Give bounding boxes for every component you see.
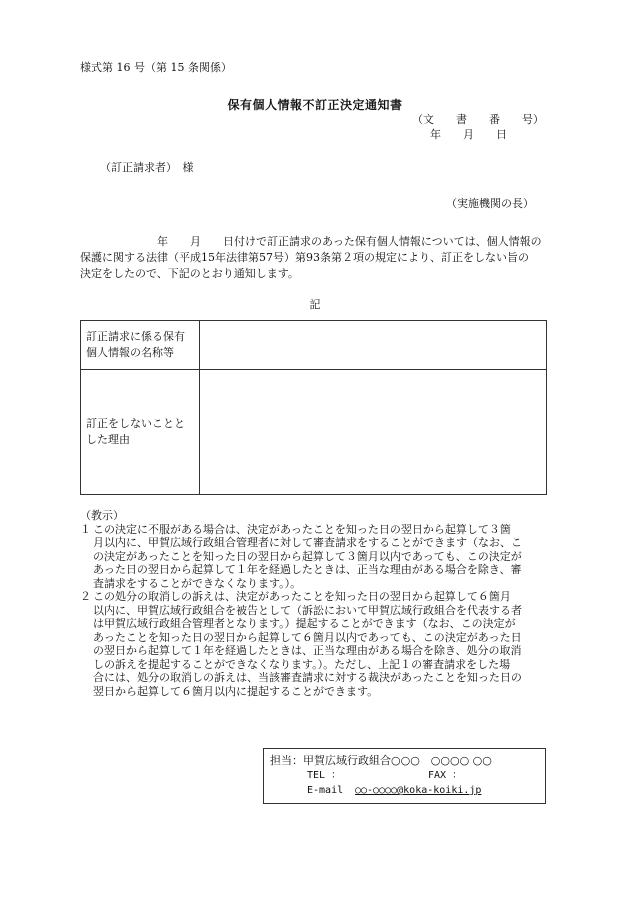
notice-body-line: 決定をしたので、下記のとおり通知します。 xyxy=(80,267,299,280)
instruction-line: の翌日から起算して１年を経過したときは、正当な理由がある場合を除き、処分の取消 xyxy=(93,644,522,657)
personal-info-name-value[interactable] xyxy=(200,321,547,370)
organization-head-line: （実施機関の長） xyxy=(446,197,534,210)
fax-label: FAX ： xyxy=(428,770,463,781)
instruction-line: 合には、処分の取消しの訴えは、当該審査請求に対する裁決があったことを知った日の xyxy=(93,671,522,684)
instruction-item-number: ２ xyxy=(80,590,91,603)
contact-person: 担当：甲賀広域行政組合○○○ ○○○○ ○○ xyxy=(270,754,492,767)
instruction-heading: （教示） xyxy=(80,509,124,522)
instruction-item xyxy=(80,523,548,591)
table-row xyxy=(81,321,547,370)
notice-body-line: 保護に関する法律（平成15年法律第57号）第93条第２項の規定により、訂正をしない旨の xyxy=(80,251,529,264)
instruction-section xyxy=(80,509,548,698)
reason-value[interactable] xyxy=(200,370,547,495)
page-title: 保有個人情報不訂正決定通知書 xyxy=(227,98,403,112)
instruction-line: あった日の翌日から起算して１年を経過したときは、正当な理由がある場合を除き、審 xyxy=(93,563,522,576)
email-label: E-mail xyxy=(307,785,344,796)
label-line: 訂正請求に係る保有 xyxy=(86,330,185,343)
date-line: 年 月 日 xyxy=(430,128,507,141)
instruction-line: 翌日から起算して６箇月以内に提起することができます。 xyxy=(93,684,379,698)
instruction-line: 以内に、甲賀広域行政組合を被告として（訴訟において甲賀広域行政組合を代表する者 xyxy=(93,603,522,617)
instruction-line: 査請求をすることができなくなります。）。 xyxy=(93,576,302,590)
instruction-line: あったことを知った日の翌日から起算して６箇月以内であっても、この決定があった日 xyxy=(93,630,522,644)
contact-email-row xyxy=(270,783,539,798)
notice-body xyxy=(80,234,548,282)
contact-box xyxy=(263,748,546,804)
decision-table xyxy=(80,320,547,495)
notice-body-line: 年 月 日付けで訂正請求のあった保有個人情報については、個人情報の xyxy=(80,235,542,248)
instruction-line: この処分の取消しの訴えは、決定があったことを知った日の翌日から起算して６箇月 xyxy=(93,590,511,603)
personal-info-name-label xyxy=(81,321,200,370)
table-row xyxy=(81,370,547,495)
reason-label xyxy=(81,370,200,495)
instruction-item-number: １ xyxy=(80,522,91,536)
ki-heading: 記 xyxy=(309,298,321,311)
instruction-line: しの訴えを提起することができなくなります。）。ただし、上記１の審査請求をした場 xyxy=(93,657,511,671)
requester-line: （訂正請求者） 様 xyxy=(100,161,194,174)
label-line: 個人情報の名称等 xyxy=(86,346,174,359)
instruction-item xyxy=(80,590,548,698)
label-line: した理由 xyxy=(86,433,130,446)
label-line: 訂正をしないことと xyxy=(86,417,185,430)
document-number-label: （文 書 番 号） xyxy=(412,113,544,126)
instruction-line: 月以内に、甲賀広域行政組合管理者に対して審査請求をすることができます（なお、こ xyxy=(93,536,522,549)
instruction-line: この決定に不服がある場合は、決定があったことを知った日の翌日から起算して３箇 xyxy=(93,522,511,536)
email-link[interactable]: ○○-○○○○@koka-koiki.jp xyxy=(355,785,482,796)
contact-phone-row xyxy=(270,768,539,783)
instruction-line: の決定があったことを知った日の翌日から起算して３箇月以内であっても、この決定が xyxy=(93,549,522,563)
form-number: 様式第 16 号（第 15 条関係） xyxy=(80,61,232,74)
instruction-line: は甲賀広域行政組合管理者となります。）提起することができます（なお、この決定が xyxy=(93,617,516,630)
tel-label: TEL ： xyxy=(307,770,342,781)
